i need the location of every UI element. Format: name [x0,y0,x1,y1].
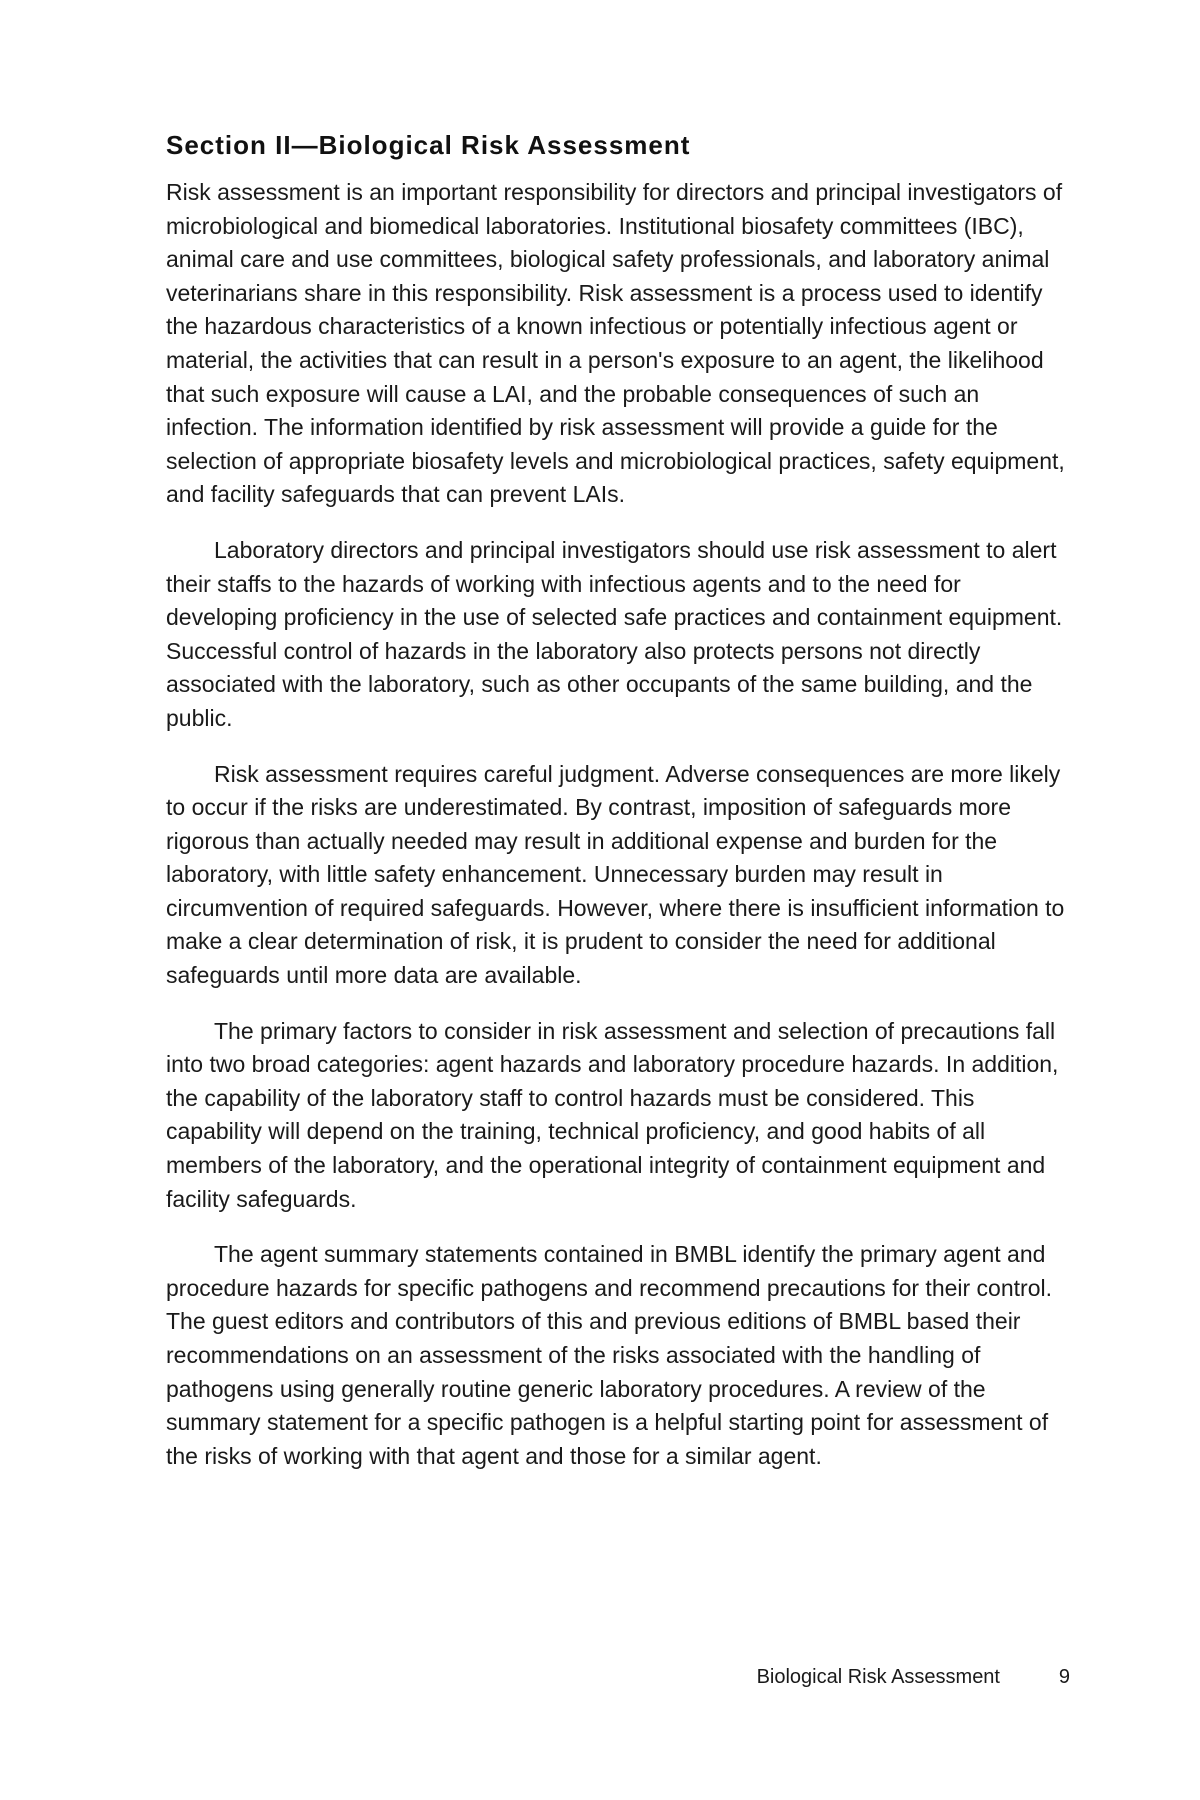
footer-page-number: 9 [1058,1666,1070,1688]
paragraph-judgment: Risk assessment requires careful judgment. Adverse consequences are more likely to occur if the risks are underestimated. By contrast, imposition of safeguards more rigorous than actually needed may result in additional expense and burden for the laboratory, with little safety enhancement. Unnecessary burden may result in circumvention of required safeguards. However, where there is insufficient information to make a clear determination of risk, it is prudent to consider the need for additional safeguards until more data are available. [166,760,1065,989]
page-content [166,128,1071,1495]
section-title: Section II—Biological Risk Assessment [166,130,691,160]
paragraph-agent-summary: The agent summary statements contained in BMBL identify the primary agent and procedure hazards for specific pathogens and recommend precautions for their control. The guest editors and contributors of this and previous editions of BMBL based their recommendations on an assessment of the risks associated with the handling of pathogens using generally routine generic laboratory procedures. A review of the summary statement for a specific pathogen is a helpful starting point for assessment of the risks of working with that agent and those for a similar agent. [166,1241,1052,1469]
page-footer [0,1666,1200,1696]
paragraph-primary-factors: The primary factors to consider in risk assessment and selection of precautions fall into two broad categories: agent hazards and laboratory procedure hazards. In addition, the capability of the laboratory staff to control hazards must be considered. This capability will depend on the training, technical proficiency, and good habits of all members of the laboratory, and the operational integrity of containment equipment and facility safeguards. [166,1017,1059,1212]
paragraph-directors: Laboratory directors and principal investigators should use risk assessment to alert their staffs to the hazards of working with infectious agents and to the need for developing proficiency in the use of selected safe practices and containment equipment. Successful control of hazards in the laboratory also protects persons not directly associated with the laboratory, such as other occupants of the same building, and the public. [166,536,1063,731]
footer-running-title: Biological Risk Assessment [756,1666,1000,1688]
paragraph-intro: Risk assessment is an important responsibility for directors and principal investigators of microbiological and biomedical laboratories. Institutional biosafety committees (IBC), animal care and use committees, biological safety professionals, and laboratory animal veterinarians share in this responsibility. Risk assessment is a process used to identify the hazardous characteristics of a known infectious or potentially infectious agent or material, the activities that can result in a person's exposure to an agent, the likelihood that such exposure will cause a LAI, and the probable consequences of such an infection. The information identified by risk assessment will provide a guide for the selection of appropriate biosafety levels and microbiological practices, safety equipment, and facility safeguards that can prevent LAIs. [166,179,1065,508]
